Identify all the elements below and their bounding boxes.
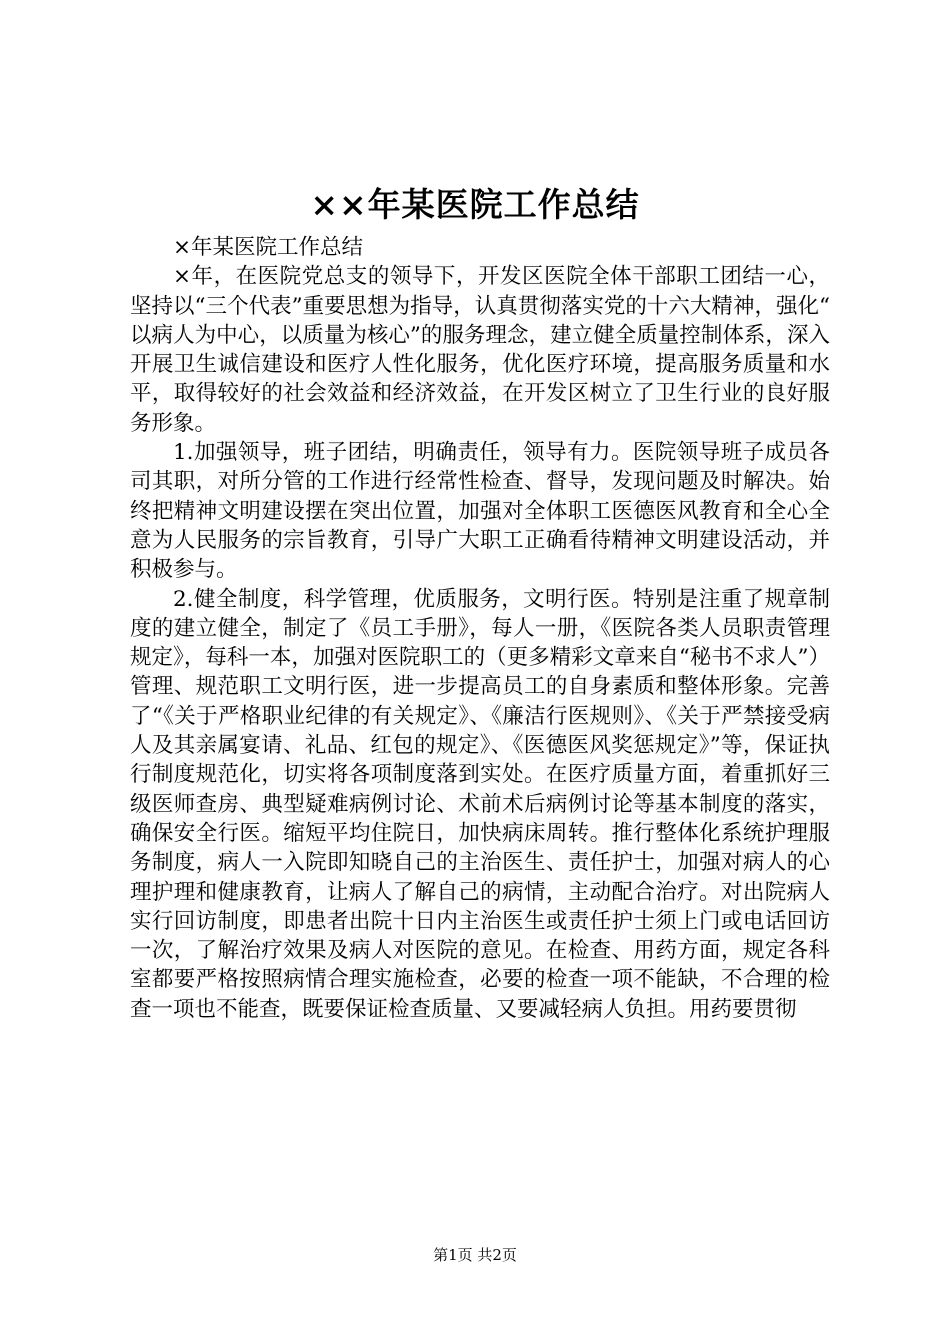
paragraph-section-2: 2.健全制度，科学管理，优质服务，文明行医。特别是注重了规章制度的建立健全，制定了《员工手册》，每人一册，《医院各类人员职责管理规定》，每科一本，加强对医院职工的（更多精彩文章来自“秘书不求人”）管理、规范职工文明行医，进一步提高员工的自身素质和整体形象。完善了“《关于严格职业纪律的有关规定》、《廉洁行医规则》、《关于严禁接受病人及其亲属宴请、礼品、红包的规定》、《医德医风奖惩规定》”等，保证执行制度规范化，切实将各项制度落到实处。在医疗质量方面，着重抓好三级医师查房、典型疑难病例讨论、术前术后病例讨论等基本制度的落实，确保安全行医。缩短平均住院日，加快病床周转。推行整体化系统护理服务制度，病人一入院即知晓自己的主治医生、责任护士，加强对病人的心理护理和健康教育，让病人了解自己的病情，主动配合治疗。对出院病人实行回访制度，即患者出院十日内主治医生或责任护士须上门或电话回访一次，了解治疗效果及病人对医院的意见。在检查、用药方面，规定各科室都要严格按照病情合理实施检查，必要的检查一项不能缺，不合理的检查一项也不能查，既要保证检查质量、又要减轻病人负担。用药要贯彻 (130, 586, 830, 1022)
page-footer (0, 1245, 950, 1265)
document-title: ××年某医院工作总结 (310, 185, 640, 224)
paragraph-intro: ×年，在医院党总支的领导下，开发区医院全体干部职工团结一心，坚持以“三个代表”重要思想为指导，认真贯彻落实党的十六大精神，强化“以病人为中心，以质量为核心”的服务理念，建立健全质量控制体系，深入开展卫生诚信建设和医疗人性化服务，优化医疗环境，提高服务质量和水平，取得较好的社会效益和经济效益，在开发区树立了卫生行业的良好服务形象。 (130, 264, 830, 436)
paragraph-section-1: 1.加强领导，班子团结，明确责任，领导有力。医院领导班子成员各司其职，对所分管的工作进行经常性检查、督导，发现问题及时解决。始终把精神文明建设摆在突出位置，加强对全体职工医德医风教育和全心全意为人民服务的宗旨教育，引导广大职工正确看待精神文明建设活动，并积极参与。 (130, 440, 830, 583)
document-body (130, 233, 830, 1024)
page-number: 第1页 共2页 (433, 1246, 517, 1264)
document-subtitle: ×年某医院工作总结 (173, 235, 364, 260)
